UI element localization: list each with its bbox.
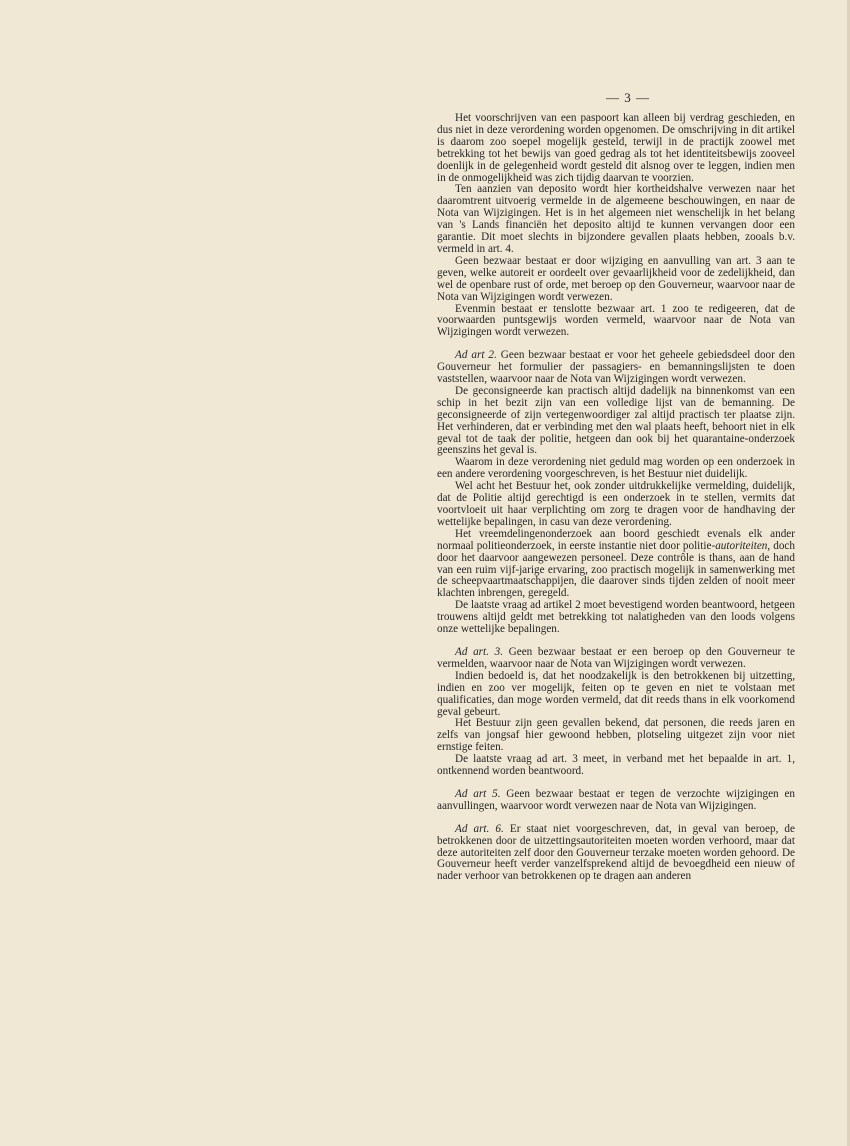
paragraph: Geen bezwaar bestaat er door wijziging en aanvulling van art. 3 aan te geven, welke autoreit er oordeelt over gevaarlijkheid voor de zedelijkheid, dan wel de openbare rust of orde, met beroep op den Gouverneur, waarvoor naar de Nota van Wijzigingen wordt verwezen. (437, 254, 795, 303)
paragraph-text: Er staat niet voorgeschreven, dat, in geval van beroep, de betrokkenen door de uitzettingsautoriteiten moeten worden verhoord, maar dat deze autoriteiten zelf door den Gouverneur terzake moeten worden gehoord. De Gouverneur heeft verder vanzelfsprekend altijd de bevoegdheid een nieuw of nader verhoor van betrokkenen op te dragen aan anderen (437, 822, 795, 883)
paragraph-text: , doch door het daarvoor aangewezen personeel. Deze contrôle is thans, aan de hand van een ruim vijf-jarige ervaring, zoo practisch mogelijk in samenwerking met de scheepvaartmaatschappijen, die daarover sinds tijden zelden of nooit meer klachten inbrengen, geregeld. (437, 539, 795, 600)
paragraph (437, 824, 795, 884)
paragraph: Indien bedoeld is, dat het noodzakelijk is den betrokkenen bij uitzetting, indien en zoo ver mogelijk, feiten op te geven en niet te volstaan met qualificaties, dan moge worden vermeld, dat dit reeds thans in elk voorkomend geval gebeurt. (437, 669, 795, 718)
paragraph: Het voorschrijven van een paspoort kan alleen bij verdrag geschieden, en dus niet in deze verordening worden opgenomen. De omschrijving in dit artikel is daarom zoo soepel mogelijk gesteld, terwijl in de practijk zoowel met betrekking tot het bewijs van goed gedrag als tot het identiteitsbewijs zooveel doenlijk in de gelegenheid wordt gesteld dit alsnog over te leggen, indien men in de onmogelijkheid was zich tijdig daarvan te voorzien. (437, 112, 795, 184)
paragraph (437, 350, 795, 386)
paragraph: De laatste vraag ad artikel 2 moet bevestigend worden beantwoord, hetgeen trouwens altijd geldt met betrekking tot nalatigheden van den loods volgens onze wettelijke bepalingen. (437, 599, 795, 636)
paragraph: Ten aanzien van deposito wordt hier kortheidshalve verwezen naar het daaromtrent uitvoerig vermelde in de algemeene beschouwingen, en naar de Nota van Wijzigingen. Het is in het algemeen niet wenschelijk in het belang van 's Lands financiën het deposito altijd te kunnen vervangen door een garantie. Dit moet slechts in bijzondere gevallen plaats hebben, zooals b.v. vermeld in art. 4. (437, 183, 795, 255)
paragraph: Evenmin bestaat er tenslotte bezwaar art. 1 zoo te redigeeren, dat de voorwaarden puntsgewijs worden vermeld, waarvoor naar de Nota van Wijzigingen wordt verwezen. (437, 302, 795, 339)
paragraph (437, 789, 795, 813)
page-number: — 3 — (606, 90, 650, 105)
paragraph-text: Het vreemdelingenonderzoek aan boord geschiedt evenals elk ander normaal politieonderzoek, in eerste instantie niet door politie- (437, 527, 795, 552)
paragraph: De geconsigneerde kan practisch altijd dadelijk na binnenkomst van een schip in het bezit zijn van een volledige lijst van de bemanning. De geconsigneerde of zijn vertegenwoordiger zal altijd practisch ter plaatse zijn. Het verhinderen, dat er verbinding met den wal plaats heeft, behoort niet in elk geval tot de taak der politie, hetgeen dan ook bij het quarantaine-onderzoek geenszins het geval is. (437, 384, 795, 457)
italic-word: autoriteiten (715, 539, 768, 552)
paragraph: Het Bestuur zijn geen gevallen bekend, dat personen, die reeds jaren en zelfs van jongsaf hier gewoond hebben, plotseling uitgezet zijn voor niet ernstige feiten. (437, 717, 795, 754)
paragraph-text: Geen bezwaar bestaat er voor het geheele gebiedsdeel door den Gouverneur het formulier der passagiers- en bemanningslijsten te doen vaststellen, waarvoor naar de Nota van Wijzigingen wordt verwezen. (437, 349, 795, 386)
paragraph (437, 647, 795, 671)
article-label: Ad art 5. (455, 787, 501, 800)
article-label: Ad art. 3. (455, 645, 503, 658)
article-label: Ad art 2. (455, 349, 497, 362)
paragraph: Wel acht het Bestuur het, ook zonder uitdrukkelijke vermelding, duidelijk, dat de Politie altijd gerechtigd is een onderzoek in te stellen, vermits dat voortvloeit uit haar verplichting om zorg te dragen voor de handhaving der wettelijke bepalingen, in casu van deze verordening. (437, 480, 795, 528)
paragraph: Waarom in deze verordening niet geduld mag worden op een onderzoek in een andere verordening voorgeschreven, is het Bestuur niet duidelijk. (437, 456, 795, 481)
article-label: Ad art. 6. (455, 822, 504, 835)
paragraph: De laatste vraag ad art. 3 meet, in verband met het bepaalde in art. 1, ontkennend worden beantwoord. (437, 753, 795, 778)
paragraph-text: Geen bezwaar bestaat er tegen de verzochte wijzigingen en aanvullingen, waarvoor wordt verwezen naar de Nota van Wijzigingen. (437, 787, 796, 812)
paragraph-text: Geen bezwaar bestaat er een beroep op den Gouverneur te vermelden, waarvoor naar de Nota van Wijzigingen wordt verwezen. (437, 645, 795, 670)
body-text (437, 113, 795, 883)
paragraph (437, 529, 795, 600)
